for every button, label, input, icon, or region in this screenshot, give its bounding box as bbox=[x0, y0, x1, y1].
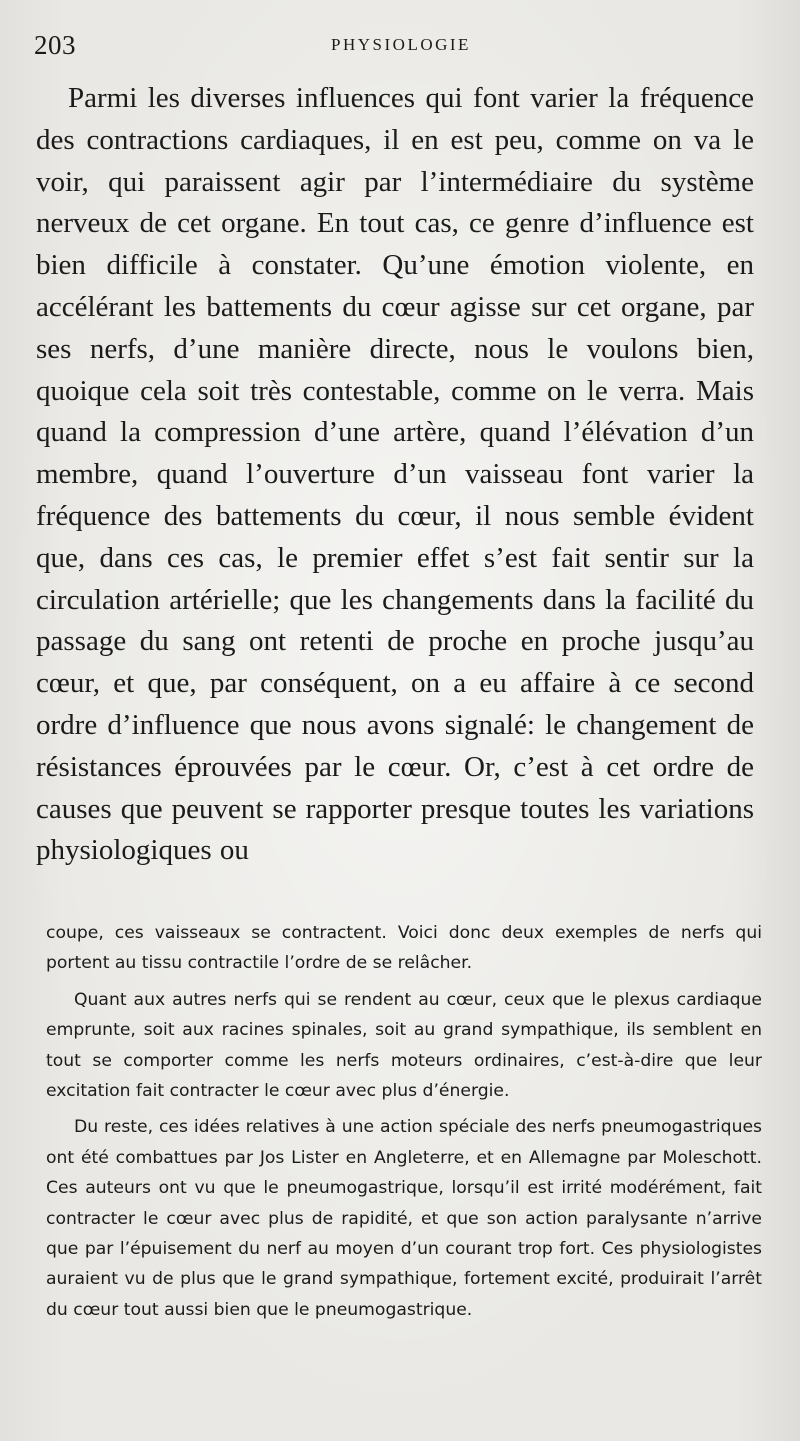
footnote-continuation: coupe, ces vaisseaux se contractent. Voici donc deux exemples de nerfs qui portent au tissu contractile l’ordre de se relâcher. bbox=[46, 923, 762, 974]
footnote-paragraph-2: Du reste, ces idées relatives à une action spéciale des nerfs pneumogastriques ont été combattues par Jos Lister en Angleterre, et en Allemagne par Moleschott. Ces auteurs ont vu que le pneumogastrique, lorsqu’il est irrité modérément, fait contracter le cœur avec plus de rapidité, et que son action paralysante n’arrive que par l’épuisement du nerf au moyen d’un courant trop fort. Ces physiologistes auraient vu de plus que le grand sympathique, fortement excité, produirait l’arrêt du cœur tout aussi bien que le pneumogastrique. bbox=[46, 1117, 762, 1320]
page-number: 203 bbox=[34, 30, 76, 60]
footnotes bbox=[46, 918, 762, 1325]
footnote-paragraph-1: Quant aux autres nerfs qui se rendent au cœur, ceux que le plexus cardiaque emprunte, soit aux racines spinales, soit au grand sympathique, ils semblent en tout se comporter comme les nerfs moteurs ordinaires, c’est-à-dire que leur excitation fait contracter le cœur avec plus d’énergie. bbox=[46, 989, 762, 1102]
page-header bbox=[34, 30, 768, 64]
running-head: PHYSIOLOGIE bbox=[331, 35, 471, 54]
main-paragraph: Parmi les diverses influences qui font varier la fréquence des contractions cardiaques, il en est peu, comme on va le voir, qui paraissent agir par l’intermédiaire du système nerveux de cet organe. En tout cas, ce genre d’influence est bien difficile à constater. Qu’une émotion violente, en accélérant les battements du cœur agisse sur cet organe, par ses nerfs, d’une manière directe, nous le voulons bien, quoique cela soit très contestable, comme on le verra. Mais quand la compression d’une artère, quand l’élévation d’un membre, quand l’ouverture d’un vaisseau font varier la fréquence des battements du cœur, il nous semble évident que, dans ces cas, le premier effet s’est fait sentir sur la circulation artérielle; que les changements dans la facilité du passage du sang ont retenti de proche en proche jusqu’au cœur, et que, par conséquent, on a eu affaire à ce second ordre d’influence que nous avons signalé: le changement de résistances éprouvées par le cœur. Or, c’est à cet ordre de causes que peuvent se rapporter presque toutes les variations physiologiques ou bbox=[36, 82, 754, 867]
